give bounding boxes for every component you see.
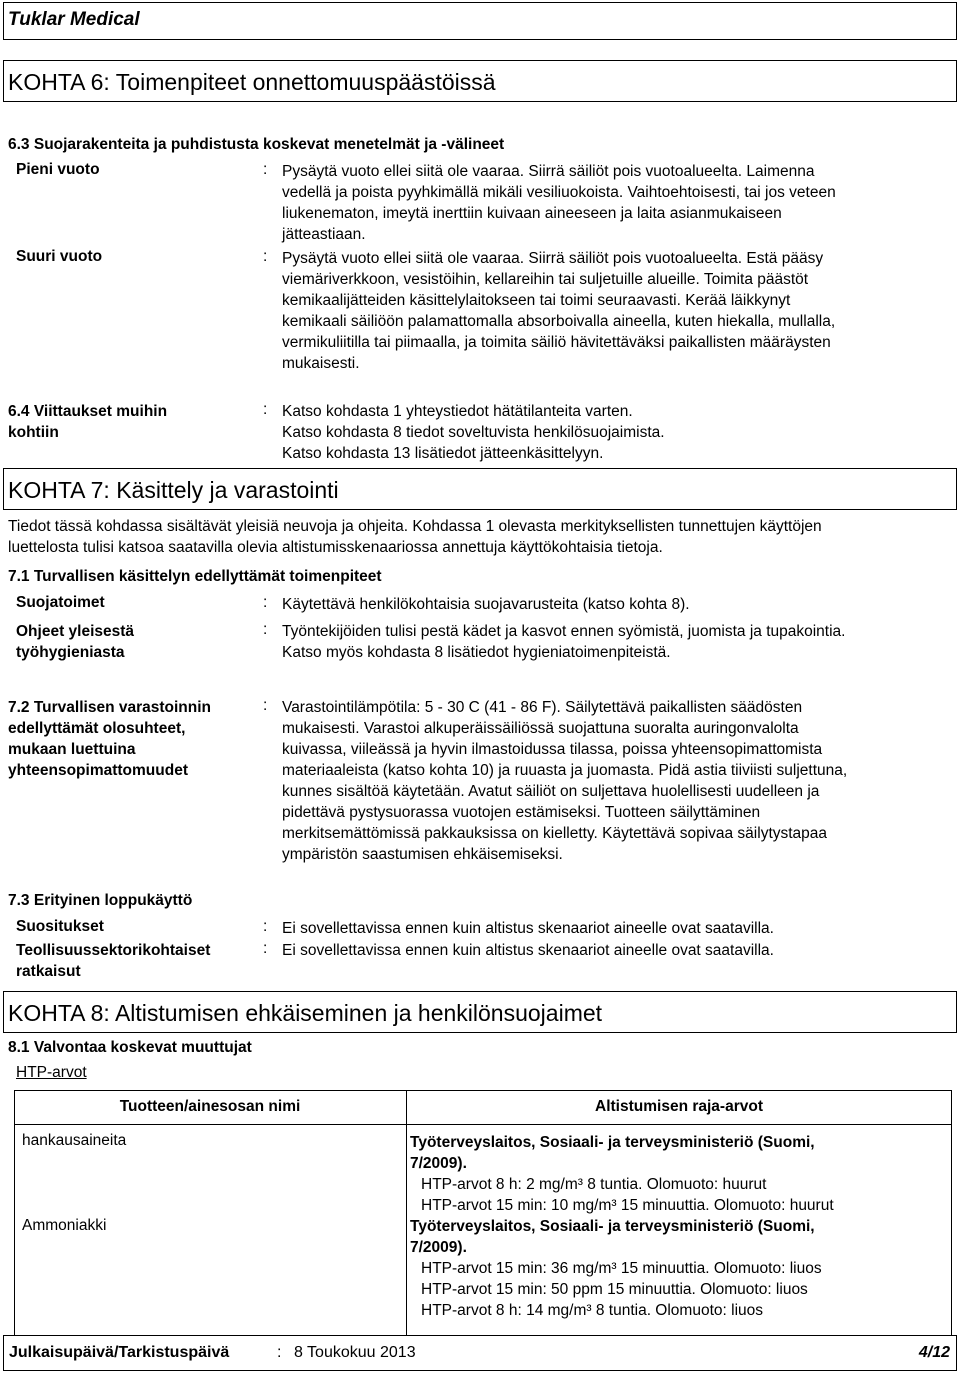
text-line: jätteastiaan. <box>282 226 366 243</box>
large-spill-text <box>282 248 952 374</box>
text-line: kohtiin <box>8 424 59 441</box>
text-line: Teollisuussektorikohtaiset <box>16 942 211 959</box>
subsection-7-1: 7.1 Turvallisen käsittelyn edellyttämät toimenpiteet <box>8 568 382 585</box>
colon: : <box>263 940 268 957</box>
text-line: Pysäytä vuoto ellei siitä ole vaaraa. Siirrä säiliöt pois vuotoalueelta. Laimenna <box>282 163 815 180</box>
section7-title: KOHTA 7: Käsittely ja varastointi <box>8 477 339 503</box>
table-row-limits <box>410 1216 950 1321</box>
section7-title-box <box>3 468 957 510</box>
text-line: Työterveyslaitos, Sosiaali- ja terveysministeriö (Suomi, <box>410 1218 815 1235</box>
table-border-right <box>951 1090 952 1335</box>
text-line: Katso kohdasta 13 lisätiedot jätteenkäsittelyyn. <box>282 445 604 462</box>
table-row-limits <box>410 1132 950 1216</box>
text-line: vermikuliitilla tai piimaalla, ja toimita säiliö hävitettäväksi paikallisten määräysten <box>282 334 831 351</box>
hygiene-text <box>282 621 952 663</box>
text-line: HTP-arvot 8 h: 14 mg/m³ 8 tuntia. Olomuoto: liuos <box>421 1302 763 1319</box>
protective-text: Käytettävä henkilökohtaisia suojavarusteita (katso kohta 8). <box>282 596 690 613</box>
section6-title-box <box>3 60 957 102</box>
subsection-8-1: 8.1 Valvontaa koskevat muuttujat <box>8 1039 252 1056</box>
small-spill-text <box>282 161 952 245</box>
subsection-6-3: 6.3 Suojarakenteita ja puhdistusta koskevat menetelmät ja -välineet <box>8 136 505 153</box>
footer-colon: : <box>277 1344 282 1361</box>
references-text <box>282 401 952 464</box>
text-line: vedellä ja poista pyyhkimällä mikäli vesiliuokoista. Vaihtoehtoisesti, tai jos veteen <box>282 184 836 201</box>
text-line: viemäriverkkoon, vesistöihin, kellareihin tai suljetuille alueille. Toimita päästöt <box>282 271 809 288</box>
text-line: mukaan luettuina <box>8 741 136 758</box>
text-line: Pysäytä vuoto ellei siitä ole vaaraa. Siirrä säiliöt pois vuotoalueelta. Estä pääsy <box>282 250 824 267</box>
footer-date-label: Julkaisupäivä/Tarkistuspäivä <box>9 1344 230 1361</box>
table-column-divider <box>406 1090 407 1335</box>
text-line: materiaaleista (katso kohta 10) ja ruuasta ja juomasta. Pidä astia tiiviisti suljettuna, <box>282 762 848 779</box>
text-line: Ohjeet yleisestä <box>16 623 135 640</box>
storage-text <box>282 697 952 865</box>
text-line: HTP-arvot 15 min: 10 mg/m³ 15 minuuttia. Olomuoto: huurut <box>421 1197 834 1214</box>
industrial-label <box>16 940 210 982</box>
table-row-name: hankausaineita <box>22 1132 127 1149</box>
section8-title-box <box>3 991 957 1033</box>
htp-heading: HTP-arvot <box>16 1064 87 1081</box>
text-line: Katso kohdasta 1 yhteystiedot hätätilanteita varten. <box>282 403 633 420</box>
section7-intro <box>8 516 953 558</box>
text-line: Varastointilämpötila: 5 - 30 C (41 - 86 F). Säilytettävä paikallisten säädösten <box>282 699 803 716</box>
text-line: ratkaisut <box>16 963 81 980</box>
table-border-left <box>14 1090 15 1335</box>
recommendations-label: Suositukset <box>16 918 104 935</box>
text-line: pidettävä pystysuorassa vuotojen estämiseksi. Tuotteen säilyttäminen <box>282 804 761 821</box>
text-line: HTP-arvot 8 h: 2 mg/m³ 8 tuntia. Olomuoto: huurut <box>421 1176 767 1193</box>
text-line: 7/2009). <box>410 1239 467 1256</box>
section8-title: KOHTA 8: Altistumisen ehkäiseminen ja henkilönsuojaimet <box>8 1000 603 1026</box>
text-line: Katso myös kohdasta 8 lisätiedot hygieniatoimenpiteistä. <box>282 644 671 661</box>
text-line: merkitsemättömissä pakkauksissa on kielletty. Käytettävä sopivaa säilytystapaa <box>282 825 828 842</box>
colon: : <box>263 248 268 265</box>
text-line: edellyttämät olosuhteet, <box>8 720 186 737</box>
text-line: ympäristön saastumisen ehkäisemiseksi. <box>282 846 563 863</box>
company-name: Tuklar Medical <box>8 9 140 30</box>
text-line: Työntekijöiden tulisi pestä kädet ja kasvot ennen syömistä, juomista ja tupakointia. <box>282 623 846 640</box>
text-line: kemikaalijätteiden käsittelylaitokseen tai toimi seuraavasti. Kerää läikkynyt <box>282 292 791 309</box>
small-spill-label: Pieni vuoto <box>16 161 100 178</box>
colon: : <box>263 697 268 714</box>
text-line: liukenematon, imeytä inerttiin kuivaan aineeseen ja laita asianmukaiseen <box>282 205 782 222</box>
text-line: Työterveyslaitos, Sosiaali- ja terveysministeriö (Suomi, <box>410 1134 815 1151</box>
protective-label: Suojatoimet <box>16 594 105 611</box>
colon: : <box>263 918 268 935</box>
table-header-name: Tuotteen/ainesosan nimi <box>119 1098 301 1115</box>
colon: : <box>263 401 268 418</box>
text-line: mukaisesti. <box>282 355 360 372</box>
table-header-limits: Altistumisen raja-arvot <box>595 1098 763 1115</box>
colon: : <box>263 594 268 611</box>
large-spill-label: Suuri vuoto <box>16 248 103 265</box>
footer-date: 8 Toukokuu 2013 <box>294 1344 416 1361</box>
table-border-top <box>14 1090 952 1091</box>
footer-box <box>3 1335 957 1371</box>
recommendations-text: Ei sovellettavissa ennen kuin altistus skenaariot aineelle ovat saatavilla. <box>282 920 774 937</box>
text-line: kemikaali säiliöön palamattomalla absorboivalla aineella, kuten hiekalla, mullalla, <box>282 313 836 330</box>
colon: : <box>263 161 268 178</box>
text-line: 7/2009). <box>410 1155 467 1172</box>
footer-page-number: 4/12 <box>918 1344 950 1361</box>
text-line: työhygieniasta <box>16 644 125 661</box>
colon: : <box>263 621 268 638</box>
header-box <box>3 2 957 40</box>
section6-title: KOHTA 6: Toimenpiteet onnettomuuspäästöissä <box>8 69 496 95</box>
subsection-7-2-label <box>8 697 211 781</box>
text-line: HTP-arvot 15 min: 50 ppm 15 minuuttia. Olomuoto: liuos <box>421 1281 808 1298</box>
table-header-divider <box>14 1124 952 1125</box>
text-line: yhteensopimattomuudet <box>8 762 188 779</box>
text-line: kunnes sisältöä käytetään. Avatut säiliöt on suljettava huolellisesti uudelleen ja <box>282 783 820 800</box>
text-line: mukaisesti. Varastoi alkuperäissäiliössä suojattuna suoralta auringonvalolta <box>282 720 799 737</box>
hygiene-label <box>16 621 134 663</box>
text-line: HTP-arvot 15 min: 36 mg/m³ 15 minuuttia. Olomuoto: liuos <box>421 1260 822 1277</box>
text-line: luettelosta tulisi katsoa saatavilla olevia altistumisskenaariossa annettuja käyttökohtaisia tietoja. <box>8 539 663 556</box>
text-line: 6.4 Viittaukset muihin <box>8 403 168 420</box>
table-row-name: Ammoniakki <box>22 1217 107 1234</box>
text-line: kuivassa, viileässä ja hyvin ilmastoidussa tilassa, poissa yhteensopimattomista <box>282 741 823 758</box>
subsection-7-3: 7.3 Erityinen loppukäyttö <box>8 892 193 909</box>
references-label <box>8 401 167 443</box>
industrial-text: Ei sovellettavissa ennen kuin altistus skenaariot aineelle ovat saatavilla. <box>282 942 774 959</box>
text-line: Katso kohdasta 8 tiedot soveltuvista henkilösuojaimista. <box>282 424 665 441</box>
text-line: 7.2 Turvallisen varastoinnin <box>8 699 212 716</box>
text-line: Tiedot tässä kohdassa sisältävät yleisiä neuvoja ja ohjeita. Kohdassa 1 olevasta merkityksellisten tunnettujen käyttöjen <box>8 518 822 535</box>
